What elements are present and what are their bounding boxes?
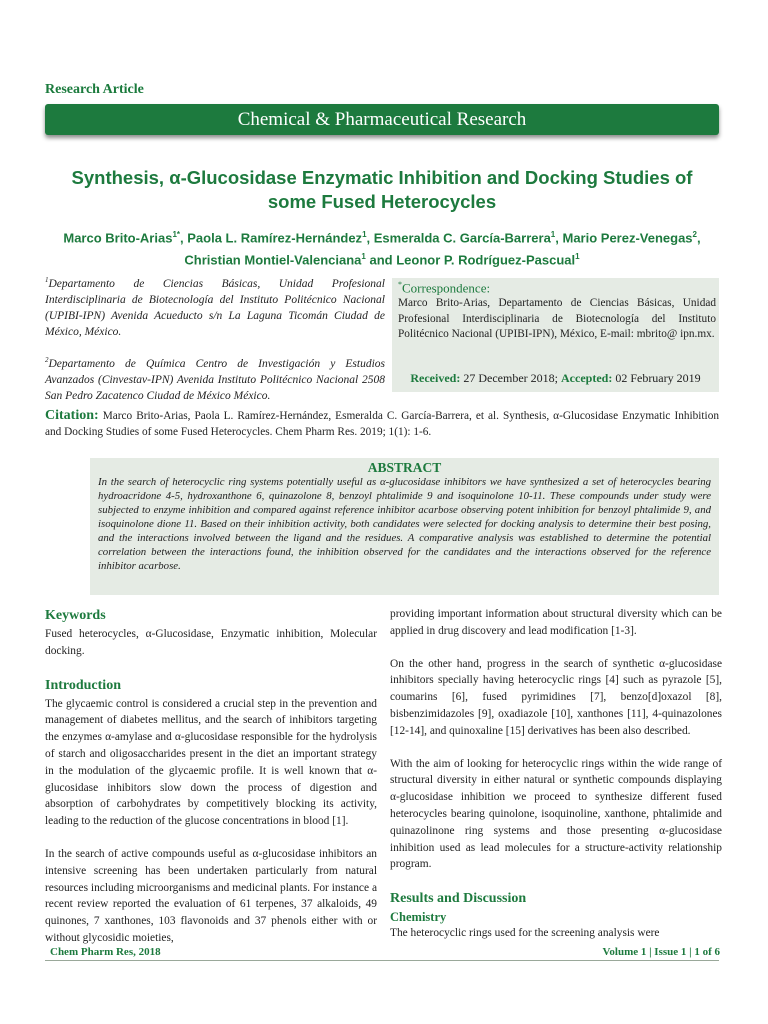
citation-label: Citation: [45, 408, 99, 423]
intro-paragraph-1: The glycaemic control is considered a crucial step in the prevention and management of diabetes mellitus, and the search of inhibitors targeting the enzymes α-amylase and α-glucosidase responsible for the hydrolysis of starch and oligosaccharides present in the diet an important strategy in the modulation of the glycaemic profile. It is well known that α-glucosidase inhibitors slow down the process of digestion and absorption of carbohydrates by competitively blocking its activity, leading to the reduction of the glucose concentrations in blood [1]. [45, 697, 377, 828]
intro-paragraph-4: With the aim of looking for heterocyclic rings within the wide range of structural diversity in either natural or synthetic compounds displaying α-glucosidase inhibition we proceed to synthesize different fused heterocycles bearing quinolone, isoquinoline, xanthone, phtalimide and quinazolinone ring systems and those presenting α-glucosidase inhibition used as lead molecules for a structure-activity relationship program. [390, 757, 722, 871]
article-type-label: Research Article [45, 82, 144, 97]
correspondence-heading-text: Correspondence: [402, 280, 491, 296]
footer-page-info: Volume 1 | Issue 1 | 1 of 6 [602, 946, 720, 958]
affiliation-2 [45, 352, 385, 404]
accepted-label: Accepted: [561, 371, 613, 385]
received-label: Received: [410, 371, 461, 385]
chemistry-subheading: Chemistry [390, 910, 447, 925]
right-column [390, 606, 722, 942]
author-sup: 1 [361, 252, 366, 262]
received-date: 27 December 2018 [463, 371, 555, 385]
spacer [45, 660, 377, 676]
spacer [390, 640, 722, 656]
spacer [45, 830, 377, 846]
correspondence-box [392, 278, 719, 392]
journal-banner: Chemical & Pharmaceutical Research [45, 104, 719, 135]
author-sup: 1 [362, 230, 367, 239]
author-name: Marco Brito-Arias [63, 230, 173, 246]
introduction-heading: Introduction [45, 677, 121, 693]
abstract-box [90, 458, 719, 595]
author-sup: 1 [575, 252, 580, 262]
intro-paragraph-2: In the search of active compounds useful as α-glucosidase inhibitors an intensive screening has been undertaken particularly from natural resources including microorganisms and medicinal plants. For instance a recent review reported the evaluation of 61 terpenes, 37 alkaloids, 49 quinones, 7 xanthones, 103 flavonoids and 37 phenols either with or without glycosidic moieties, [45, 847, 377, 944]
author-name: Mario Perez-Venegas [562, 230, 693, 246]
intro-paragraph-3: On the other hand, progress in the search of synthetic α-glucosidase inhibitors specially having heterocyclic rings [4] such as pyrazole [5], coumarins [6], fused pyrimidines [7], benzo[d]oxazol [8], bisbenzimidazoles [9], oxadiazole [10], xanthones [11], 4-quinazolones [12-14], and quinoxaline [15] derivatives has been also described. [390, 657, 722, 737]
affiliation-sup: 1 [45, 276, 49, 284]
affiliation-1 [45, 272, 385, 340]
left-column [45, 606, 377, 947]
footer-journal: Chem Pharm Res, 2018 [50, 946, 161, 958]
accepted-date: 02 February 2019 [615, 371, 701, 385]
footer-divider [45, 960, 719, 961]
article-dates: Received: 27 December 2018; Accepted: 02 February 2019 [410, 371, 701, 385]
citation-text: Marco Brito-Arias, Paola L. Ramírez-Hernández, Esmeralda C. García-Barrera, et al. Synthesis, α-Glucosidase Enzymatic Inhibition and Docking Studies of some Fused Heterocycles. Chem Pharm Res. 2019; 1(1): 1-6. [45, 410, 719, 438]
affiliation-text: Departamento de Química Centro de Investigación y Estudios Avanzados (Cinvestav-IPN) Avenida Instituto Politécnico Nacional 2508 San Pedro Zacatenco Ciudad de México México. [45, 357, 385, 402]
affiliation-sup: 2 [45, 356, 49, 364]
correspondence-heading [398, 280, 490, 296]
author-sup: 1 [550, 230, 556, 239]
abstract-heading: ABSTRACT [367, 460, 442, 475]
author-name: Esmeralda C. García-Barrera [373, 230, 551, 246]
keywords-heading: Keywords [45, 608, 106, 623]
author-list: Marco Brito-Arias$^{1*}$, Paola L. Ramírez-Hernández$^1$, Esmeralda C. García-Barrera$^1$, Mario Perez-Venegas$^2$, Christian Montiel-Valenciana$^1$ and Leonor P. Rodríguez-Pascual$^1$ [63, 230, 701, 268]
results-heading: Results and Discussion [390, 891, 527, 907]
correspondence-text: Marco Brito-Arias, Departamento de Ciencias Básicas, Unidad Profesional Interdisciplinaria de Biotecnología del Instituto Politécnico Nacional (UPIBI-IPN), México, E-mail: mbrito@ ipn.mx. [398, 297, 716, 340]
author-sup: 1* [172, 230, 180, 239]
abstract-text: In the search of heterocyclic ring systems potentially useful as α-glucosidase inhibitors we have synthesized a set of heterocycles bearing hydroacridone 4-5, hydroxanthone 6, quinazolone 8, benzoyl phtalimide 9 and isoquinolone 10-11. These compounds under study were subjected to enzyme inhibition and compared against reference inhibitor acarbose observing potent inhibition for benzoyl phtalimide 9, and isoquinolone dione 11. Based on their inhibition activity, both candidates were selected for docking analysis to determine their best posing, and the interactions involved between the ligand and the residues. A comparative analysis was established to determine the potential correlation between the interactions found, the inhibition observed for the candidates and the interactions observed for the reference inhibitor acarbose. [98, 476, 711, 572]
author-name: Christian Montiel-Valenciana [184, 252, 362, 268]
author-name: Leonor P. Rodríguez-Pascual [396, 252, 576, 268]
correspondence-sup: * [398, 280, 402, 289]
author-name: Paola L. Ramírez-Hernández [187, 230, 363, 246]
citation [45, 408, 719, 440]
spacer [390, 873, 722, 889]
spacer [390, 740, 722, 756]
intro-paragraph-2-continued: providing important information about structural diversity which can be applied in drug discovery and lead modification [1-3]. [390, 608, 722, 637]
affiliation-text: Departamento de Ciencias Básicas, Unidad Profesional Interdisciplinaria de Biotecnología del Instituto Politécnico Nacional (UPIBI-IPN) Avenida Acueducto s/n La Laguna Ticomán Ciudad de México, México. [45, 277, 385, 338]
results-text: The heterocyclic rings used for the screening analysis were [390, 927, 660, 940]
keywords-text: Fused heterocycles, α-Glucosidase, Enzymatic inhibition, Molecular docking. [45, 628, 377, 657]
author-sup: 2 [692, 230, 697, 239]
paper-title: Synthesis, α-Glucosidase Enzymatic Inhibition and Docking Studies of some Fused Heterocycles [71, 167, 693, 212]
